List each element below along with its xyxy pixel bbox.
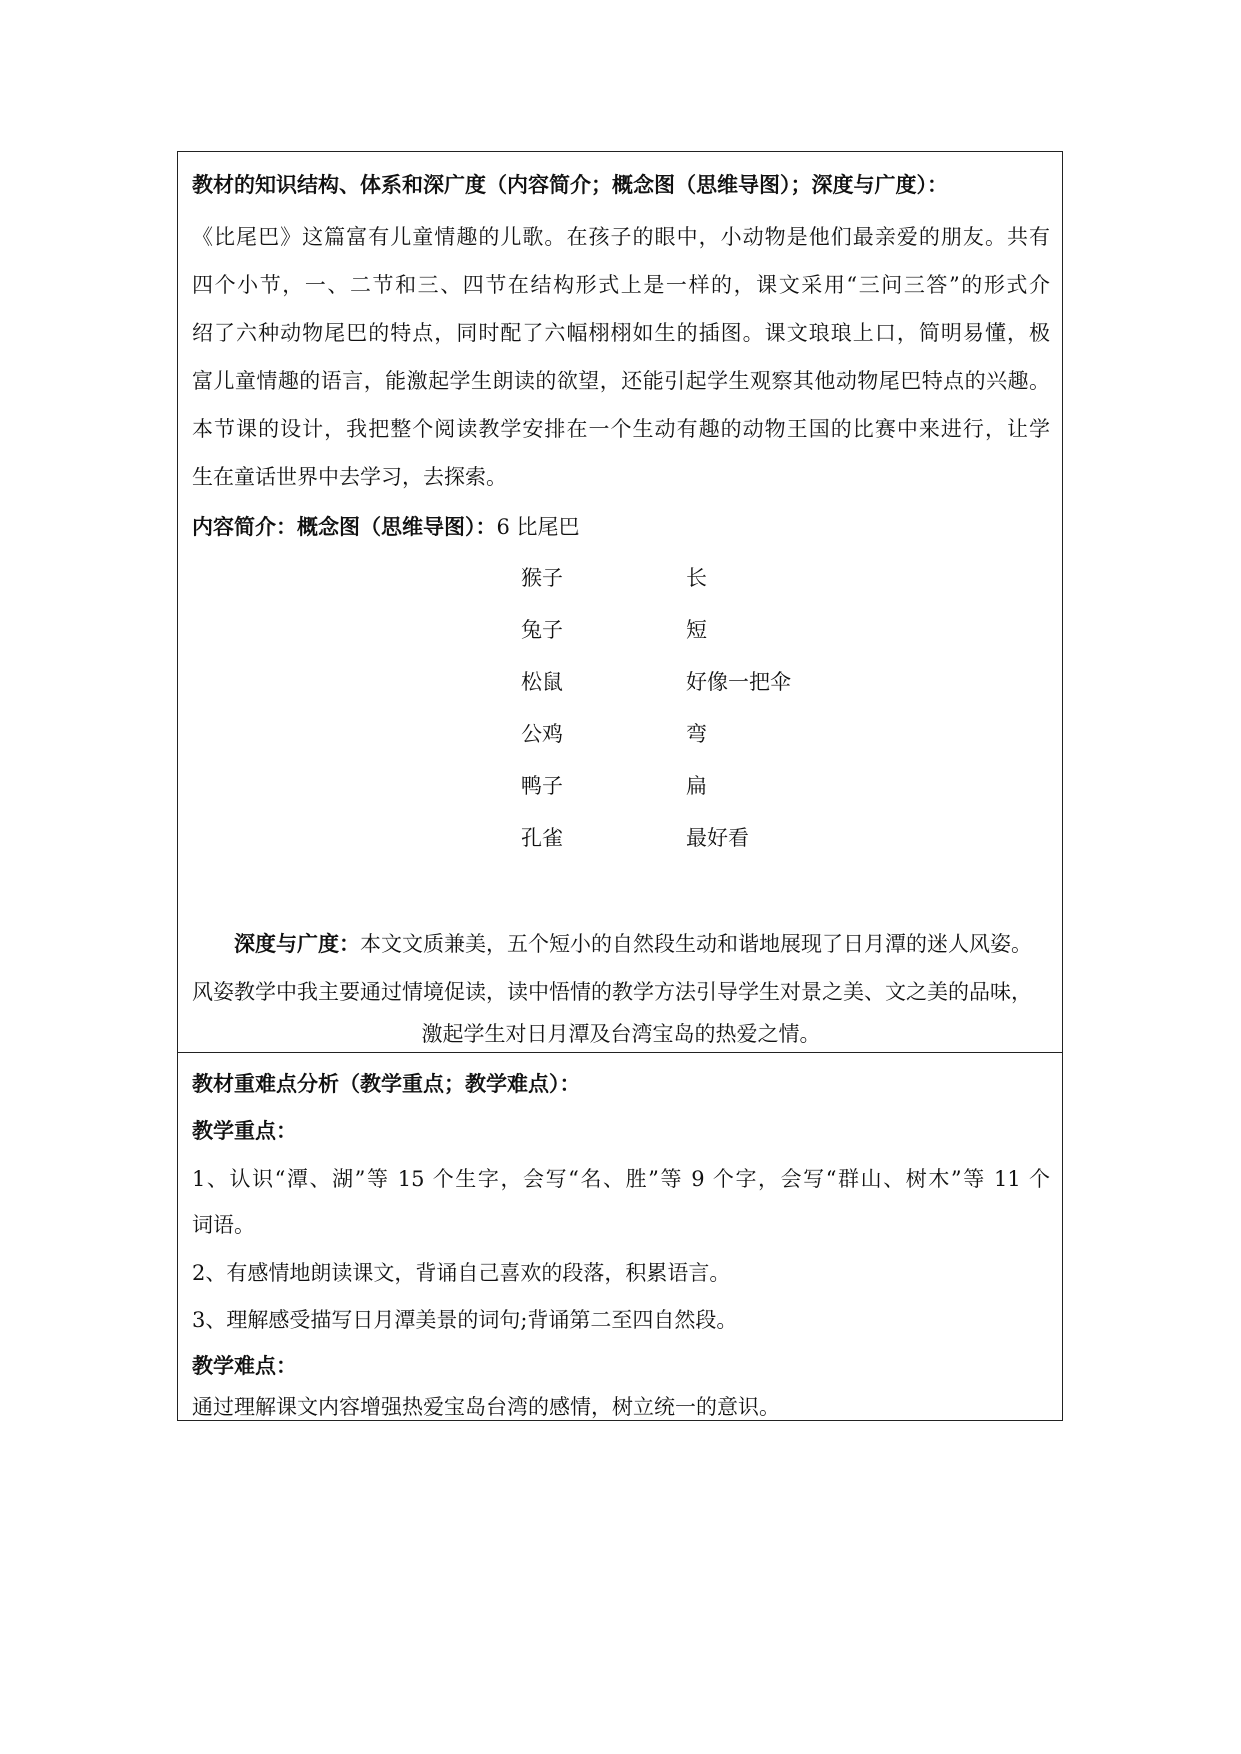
key-difficulty-section: [178, 1052, 1062, 1420]
section-heading: 教材的知识结构、体系和深广度（内容简介；概念图（思维导图）；深度与广度）：: [192, 173, 948, 197]
intro-line: 富儿童情趣的语言，能激起学生朗读的欲望，还能引起学生观察其他动物尾巴特点的兴趣。: [192, 369, 1050, 393]
intro-line: 绍了六种动物尾巴的特点，同时配了六幅栩栩如生的插图。课文琅琅上口，简明易懂，极: [192, 321, 1050, 345]
depth-line: [234, 929, 1032, 959]
concept-tail: 好像一把伞: [686, 670, 791, 694]
concept-tail: 扁: [686, 774, 707, 798]
concept-tail: 弯: [686, 722, 707, 746]
key-point: 1、认识“潭、湖”等 15 个生字，会写“名、胜”等 9 个字，会写“群山、树木”等 11 个: [192, 1167, 1050, 1191]
key-point: 2、有感情地朗读课文，背诵自己喜欢的段落，积累语言。: [192, 1261, 731, 1285]
concept-animal: 孔雀: [521, 826, 563, 850]
depth-line: 激起学生对日月潭及台湾宝岛的热爱之情。: [421, 1022, 821, 1046]
concept-animal: 兔子: [521, 618, 563, 642]
depth-line: 风姿教学中我主要通过情境促读，读中悟情的教学方法引导学生对景之美、文之美的品味，: [192, 980, 1032, 1004]
concept-tail: 短: [686, 618, 707, 642]
key-point: 3、理解感受描写日月潭美景的词句;背诵第二至四自然段。: [192, 1308, 738, 1332]
concept-animal: 公鸡: [521, 722, 563, 746]
concept-animal: 鸭子: [521, 774, 563, 798]
knowledge-structure-section: [178, 152, 1062, 1053]
depth-text: 本文文质兼美，五个短小的自然段生动和谐地展现了日月潭的迷人风姿。: [360, 932, 1032, 956]
concept-animal: 松鼠: [521, 670, 563, 694]
depth-label: 深度与广度：: [234, 932, 360, 956]
concept-animal: 猴子: [521, 566, 563, 590]
lesson-plan-table: [177, 151, 1063, 1421]
key-point: 词语。: [192, 1213, 255, 1237]
difficulty-label: 教学难点：: [192, 1354, 297, 1378]
concept-map-heading: [192, 512, 580, 542]
intro-line: 四个小节，一、二节和三、四节在结构形式上是一样的，课文采用“三问三答”的形式介: [192, 273, 1050, 297]
intro-line: 生在童话世界中去学习，去探索。: [192, 465, 507, 489]
concept-label: 内容简介：概念图（思维导图）：: [192, 515, 497, 539]
concept-tail: 长: [686, 566, 707, 590]
intro-line: 《比尾巴》这篇富有儿童情趣的儿歌。在孩子的眼中，小动物是他们最亲爱的朋友。共有: [192, 225, 1050, 249]
concept-tail: 最好看: [686, 826, 749, 850]
intro-line: 本节课的设计，我把整个阅读教学安排在一个生动有趣的动物王国的比赛中来进行，让学: [192, 417, 1050, 441]
key-points-label: 教学重点：: [192, 1119, 297, 1143]
difficulty-text: 通过理解课文内容增强热爱宝岛台湾的感情，树立统一的意识。: [192, 1395, 780, 1419]
concept-title: 6 比尾巴: [496, 515, 580, 539]
section-heading: 教材重难点分析（教学重点；教学难点）：: [192, 1072, 581, 1096]
